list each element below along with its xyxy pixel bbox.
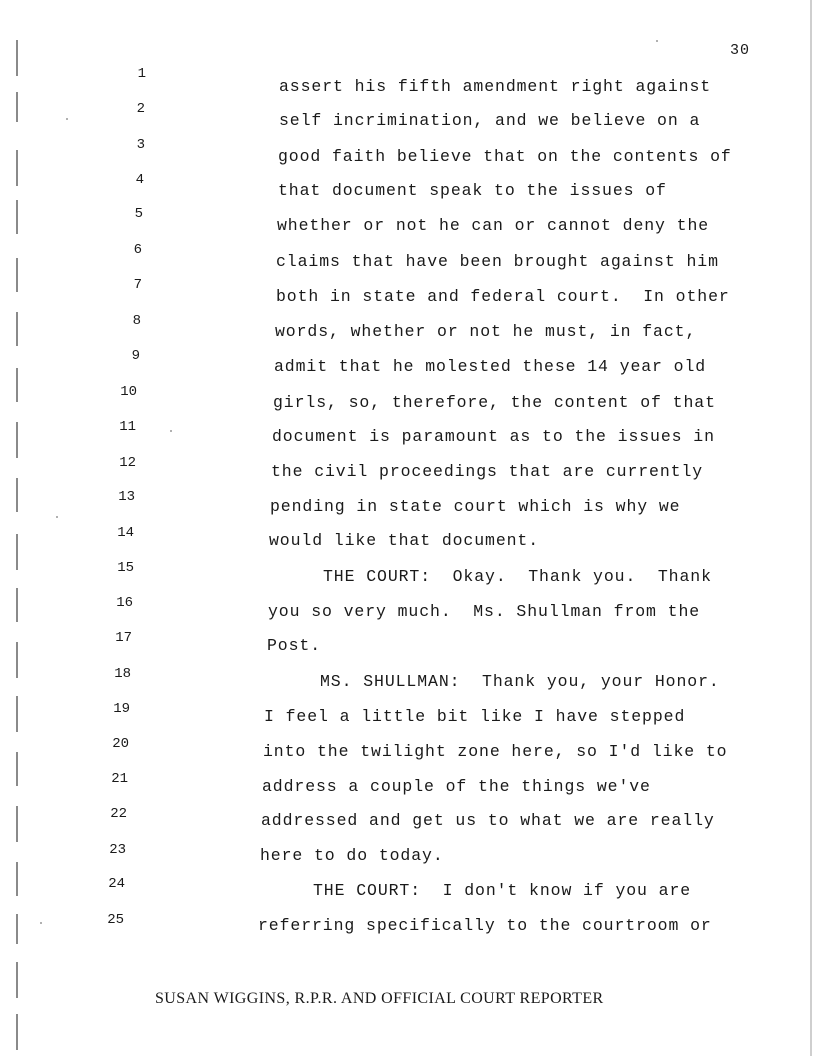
line-number: 2 [136,101,145,117]
transcript-line: claims that have been brought against him [276,252,719,271]
line-number: 15 [117,560,134,576]
transcript-line: that document speak to the issues of [278,181,667,200]
line-number: 8 [132,313,141,329]
binder-mark [16,696,18,732]
scan-speck [170,430,172,432]
transcript-line: admit that he molested these 14 year old [274,357,707,376]
binder-mark [16,962,18,998]
binder-mark [16,312,18,346]
transcript-line: I feel a little bit like I have stepped [264,707,686,726]
line-number: 16 [116,595,133,611]
transcript-line: Post. [267,636,322,655]
transcript-line: you so very much. Ms. Shullman from the [268,602,701,621]
page-edge [810,0,812,1056]
binder-mark [16,588,18,622]
binder-mark [16,534,18,570]
binder-mark [16,914,18,944]
binder-mark [16,92,18,122]
transcript-line: whether or not he can or cannot deny the [277,216,710,235]
court-reporter-footer: SUSAN WIGGINS, R.P.R. AND OFFICIAL COURT REPORTER [155,990,604,1007]
transcript-line: pending in state court which is why we [270,497,681,516]
transcript-line: girls, so, therefore, the content of that [273,393,716,412]
binder-mark [16,806,18,842]
line-number: 5 [134,206,143,222]
transcript-line: MS. SHULLMAN: Thank you, your Honor. [266,672,720,691]
line-number: 9 [131,348,140,364]
transcript-line: assert his fifth amendment right against [279,77,712,96]
binder-mark [16,258,18,292]
transcript-line: words, whether or not he must, in fact, [275,322,697,341]
transcript-line: both in state and federal court. In other [276,287,730,306]
line-number: 12 [119,455,136,471]
binder-mark [16,368,18,402]
transcript-line: the civil proceedings that are currently [271,462,704,481]
binder-mark [16,642,18,678]
transcript-line: address a couple of the things we've [262,777,651,796]
line-number: 1 [137,66,146,82]
binder-mark [16,752,18,786]
scan-speck [656,40,658,42]
line-number: 7 [133,277,142,293]
transcript-line: document is paramount as to the issues in [272,427,715,446]
line-number: 4 [135,172,144,188]
line-number: 20 [112,736,129,752]
line-number: 14 [117,525,134,541]
scan-speck [40,922,42,924]
scan-speck [56,516,58,518]
line-number: 21 [111,771,128,787]
line-number: 19 [113,701,130,717]
line-number: 13 [118,489,135,505]
binder-mark [16,1014,18,1050]
line-number: 25 [107,912,124,928]
binder-mark [16,40,18,76]
line-number: 23 [109,842,126,858]
transcript-line: THE COURT: Okay. Thank you. Thank [269,567,712,586]
page-number: 30 [730,42,751,59]
line-number: 6 [133,242,142,258]
transcript-line: into the twilight zone here, so I'd like to [263,742,728,761]
line-number: 3 [136,137,145,153]
transcript-line: THE COURT: I don't know if you are [259,881,692,900]
line-number: 10 [120,384,137,400]
binder-mark [16,862,18,896]
line-number: 18 [114,666,131,682]
binder-mark [16,478,18,512]
line-number: 17 [115,630,132,646]
binder-mark [16,200,18,234]
transcript-line: addressed and get us to what we are really [261,811,715,830]
line-number: 24 [108,876,125,892]
transcript-line: would like that document. [269,531,540,550]
line-number: 22 [110,806,127,822]
transcript-line: here to do today. [260,846,444,865]
transcript-line: self incrimination, and we believe on a [279,111,701,130]
binder-mark [16,422,18,458]
transcript-line: referring specifically to the courtroom or [258,916,712,935]
binder-mark [16,150,18,186]
transcript-line: good faith believe that on the contents of [278,147,732,166]
line-number: 11 [119,419,136,435]
scan-speck [66,118,68,120]
